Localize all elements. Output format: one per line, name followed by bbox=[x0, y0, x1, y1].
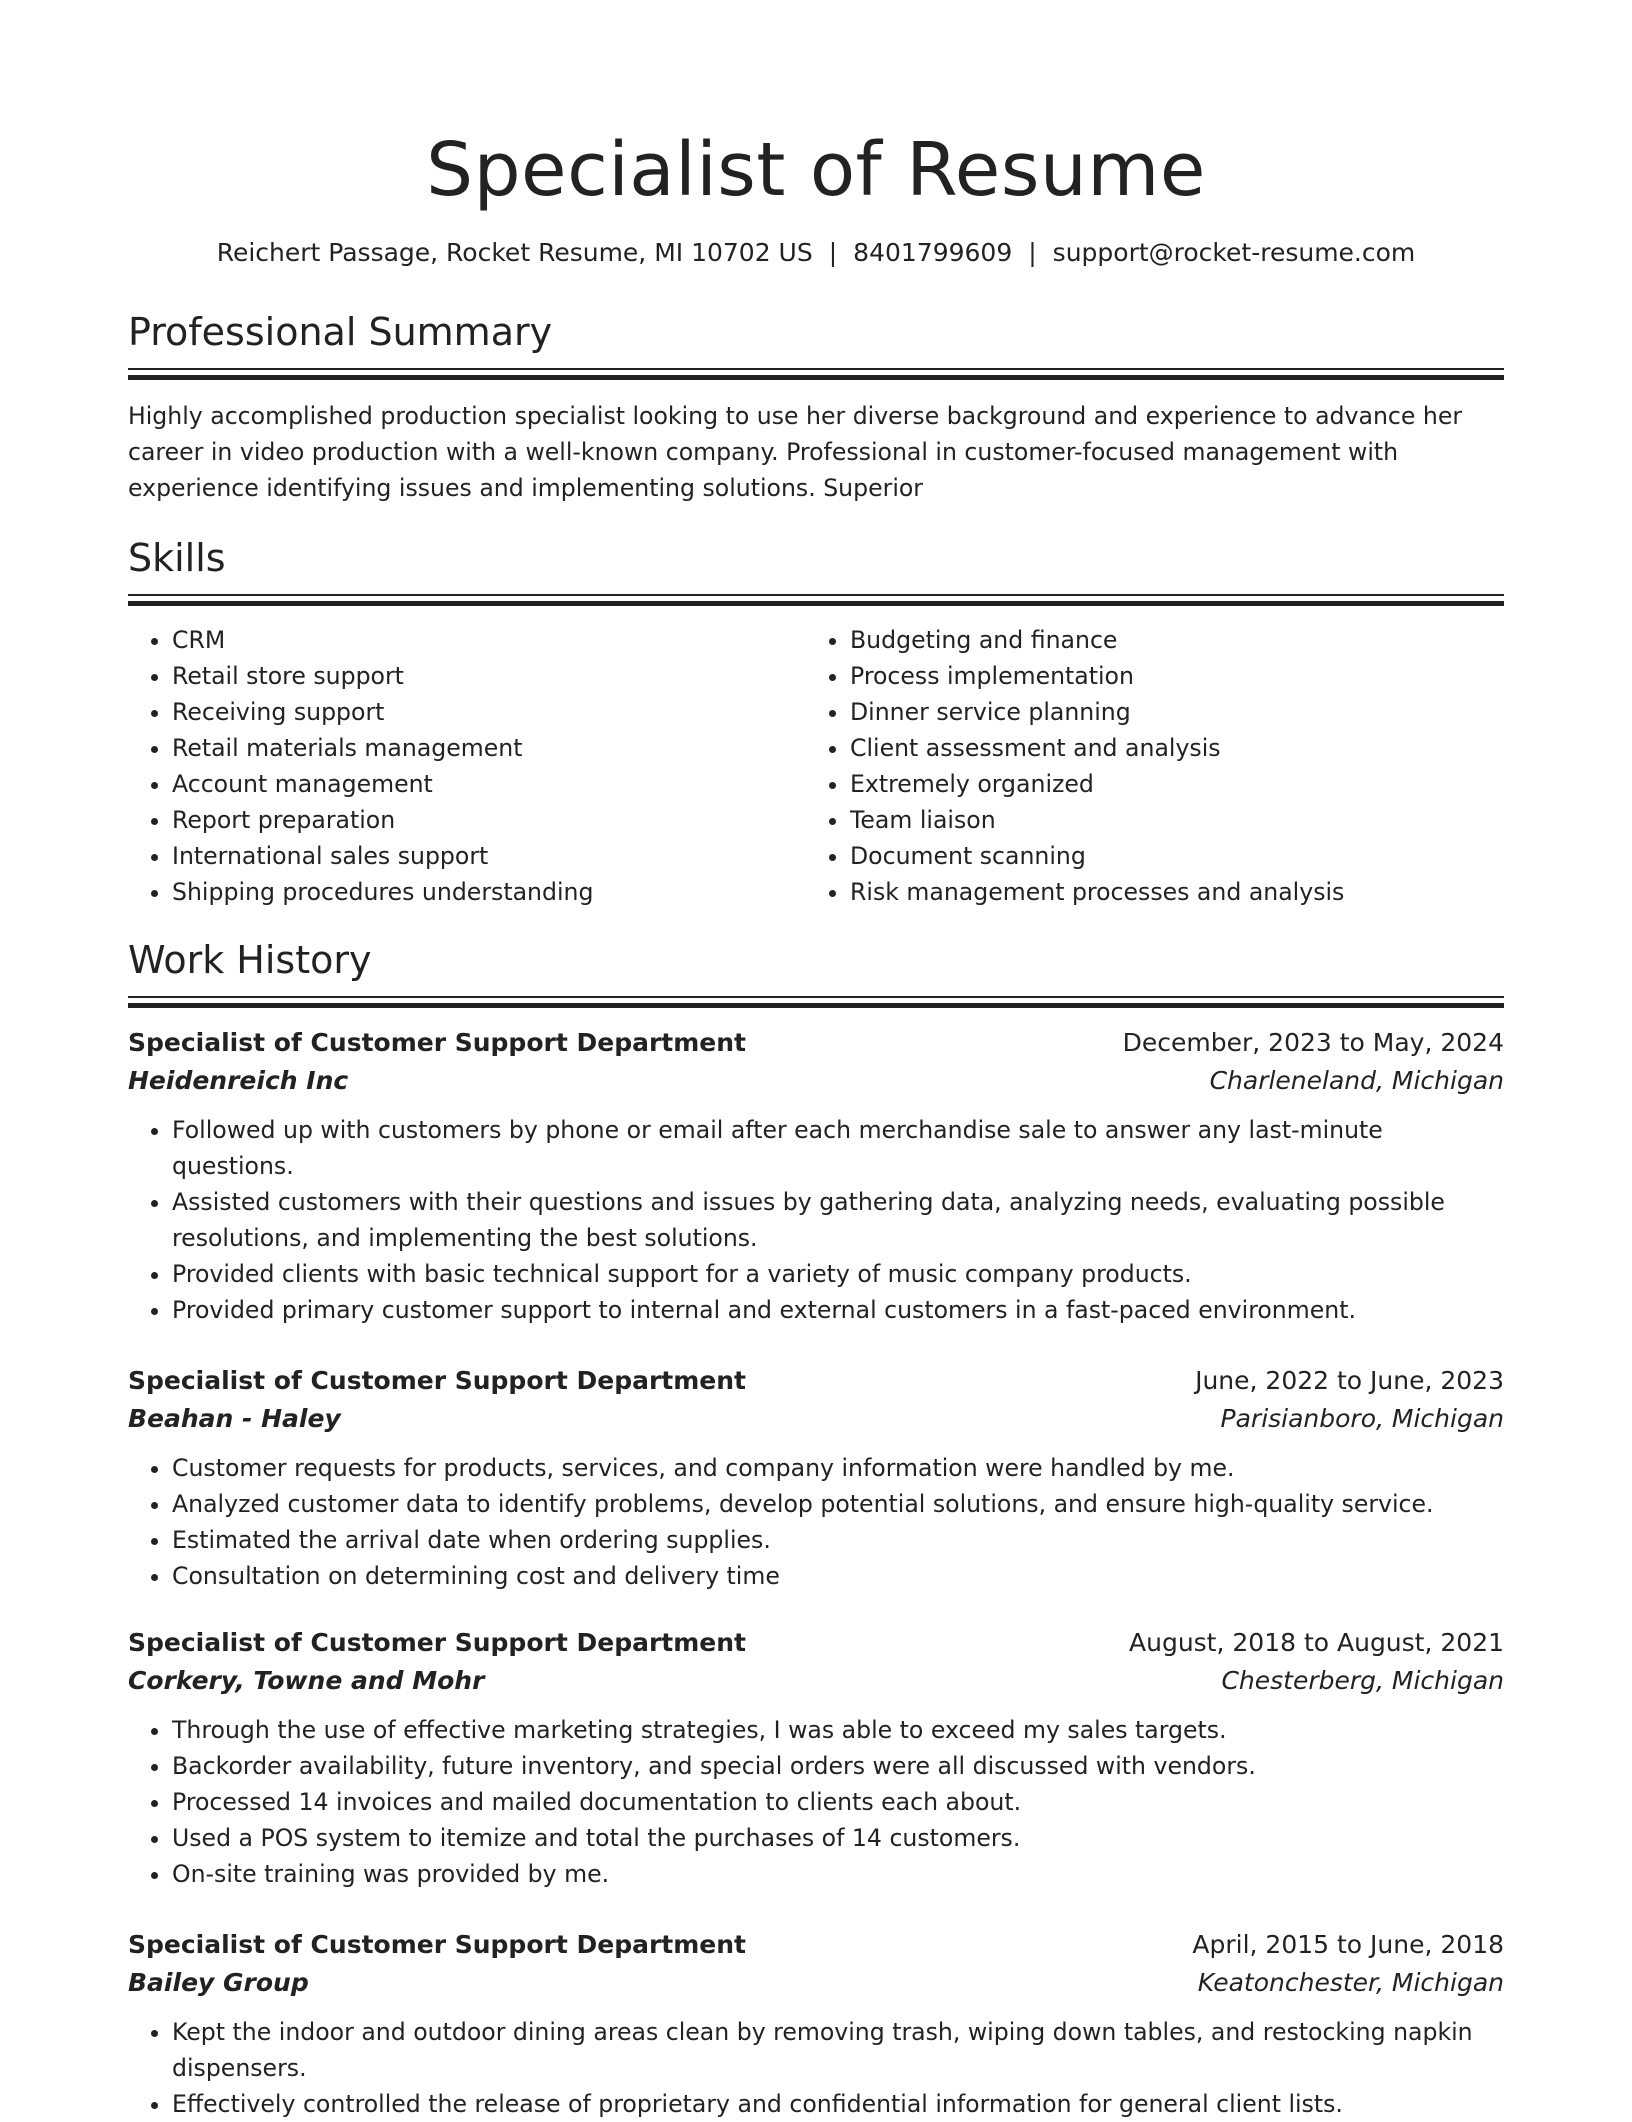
skill-item: • Budgeting and finance bbox=[850, 622, 1504, 658]
skill-item: • Retail store support bbox=[172, 658, 806, 694]
job-location: Parisianboro, Michigan bbox=[1220, 1404, 1504, 1433]
job-bullet: • On-site training was provided by me. bbox=[172, 1856, 1504, 1892]
job-header-row bbox=[128, 1624, 1504, 1662]
job-dates: December, 2023 to May, 2024 bbox=[1122, 1028, 1504, 1057]
skill-item: • Document scanning bbox=[850, 838, 1504, 874]
skill-item: • Risk management processes and analysis bbox=[850, 874, 1504, 910]
job-bullet: • Kept the indoor and outdoor dining areas clean by removing trash, wiping down tables, and restocking napkin dispensers. bbox=[172, 2014, 1504, 2086]
contact-email: support@rocket-resume.com bbox=[1052, 238, 1416, 267]
job-bullet: • Used a POS system to itemize and total the purchases of 14 customers. bbox=[172, 1820, 1504, 1856]
skills-list-right bbox=[806, 622, 1504, 910]
summary-section bbox=[128, 308, 1504, 506]
contact-separator: | bbox=[828, 238, 838, 267]
job-bullet: • Provided primary customer support to internal and external customers in a fast-paced environment. bbox=[172, 1292, 1504, 1328]
job-company: Corkery, Towne and Mohr bbox=[128, 1666, 485, 1695]
job-bullet: • Backorder availability, future inventory, and special orders were all discussed with vendors. bbox=[172, 1748, 1504, 1784]
skill-item: • Dinner service planning bbox=[850, 694, 1504, 730]
job-title: Specialist of Customer Support Department bbox=[128, 1366, 746, 1395]
job-title: Specialist of Customer Support Department bbox=[128, 1628, 746, 1657]
skill-item: • Process implementation bbox=[850, 658, 1504, 694]
skill-item: • Account management bbox=[172, 766, 806, 802]
job-bullet: • Assisted customers with their questions and issues by gathering data, analyzing needs, evaluating possible resolutions, and implementing the best solutions. bbox=[172, 1184, 1504, 1256]
job-company-row bbox=[128, 1662, 1504, 1700]
work-history-section bbox=[128, 936, 1504, 2122]
job-bullets bbox=[128, 1450, 1504, 1594]
job-entry bbox=[128, 1362, 1504, 1594]
skills-column-left bbox=[128, 622, 806, 910]
job-bullet: • Effectively controlled the release of proprietary and confidential information for general client lists. bbox=[172, 2086, 1504, 2122]
section-divider bbox=[128, 594, 1504, 596]
contact-line bbox=[128, 236, 1504, 270]
contact-separator: | bbox=[1028, 238, 1037, 267]
job-location: Chesterberg, Michigan bbox=[1221, 1666, 1504, 1695]
job-bullets bbox=[128, 2014, 1504, 2122]
section-divider bbox=[128, 601, 1504, 606]
job-company: Beahan - Haley bbox=[128, 1404, 341, 1433]
job-bullet: • Provided clients with basic technical support for a variety of music company products. bbox=[172, 1256, 1504, 1292]
job-entry bbox=[128, 1624, 1504, 1892]
resume-page bbox=[128, 0, 1504, 2122]
skill-item: • Shipping procedures understanding bbox=[172, 874, 806, 910]
skill-item: • Receiving support bbox=[172, 694, 806, 730]
job-bullet: • Through the use of effective marketing strategies, I was able to exceed my sales targets. bbox=[172, 1712, 1504, 1748]
job-dates: August, 2018 to August, 2021 bbox=[1129, 1628, 1504, 1657]
job-company: Bailey Group bbox=[128, 1968, 309, 1997]
skill-item: • Client assessment and analysis bbox=[850, 730, 1504, 766]
job-bullet: • Analyzed customer data to identify problems, develop potential solutions, and ensure high-quality service. bbox=[172, 1486, 1504, 1522]
summary-text: Highly accomplished production specialist looking to use her diverse background and experience to advance her career in video production with a well-known company. Professional in customer-focused management with experience identifying issues and implementing solutions. Superior bbox=[128, 402, 1463, 502]
job-entry bbox=[128, 1024, 1504, 1328]
job-bullets bbox=[128, 1712, 1504, 1892]
job-bullets bbox=[128, 1112, 1504, 1328]
skill-item: • Extremely organized bbox=[850, 766, 1504, 802]
job-entry bbox=[128, 1926, 1504, 2122]
job-dates: June, 2022 to June, 2023 bbox=[1195, 1366, 1504, 1395]
job-company: Heidenreich Inc bbox=[128, 1066, 349, 1095]
section-divider bbox=[128, 1003, 1504, 1008]
section-title-work-history: Work History bbox=[128, 938, 372, 982]
section-divider bbox=[128, 368, 1504, 370]
job-company-row bbox=[128, 1062, 1504, 1100]
job-title: Specialist of Customer Support Department bbox=[128, 1930, 746, 1959]
job-header-row bbox=[128, 1024, 1504, 1062]
job-bullet: • Customer requests for products, services, and company information were handled by me. bbox=[172, 1450, 1504, 1486]
contact-address: Reichert Passage, Rocket Resume, MI 10702 US bbox=[216, 238, 813, 267]
job-bullet: • Consultation on determining cost and delivery time bbox=[172, 1558, 1504, 1594]
skills-list-left bbox=[128, 622, 806, 910]
skills-column-right bbox=[806, 622, 1504, 910]
job-location: Keatonchester, Michigan bbox=[1197, 1968, 1504, 1997]
skill-item: • International sales support bbox=[172, 838, 806, 874]
skill-item: • CRM bbox=[172, 622, 806, 658]
job-company-row bbox=[128, 1400, 1504, 1438]
skills-section bbox=[128, 534, 1504, 910]
contact-phone: 8401799609 bbox=[853, 238, 1013, 267]
section-divider bbox=[128, 375, 1504, 380]
skill-item: • Retail materials management bbox=[172, 730, 806, 766]
resume-name: Specialist of Resume bbox=[426, 127, 1206, 213]
job-bullet: • Followed up with customers by phone or email after each merchandise sale to answer any last-minute questions. bbox=[172, 1112, 1504, 1184]
skills-columns bbox=[128, 622, 1504, 910]
job-company-row bbox=[128, 1964, 1504, 2002]
job-dates: April, 2015 to June, 2018 bbox=[1192, 1930, 1504, 1959]
job-title: Specialist of Customer Support Department bbox=[128, 1028, 746, 1057]
section-title-skills: Skills bbox=[128, 536, 226, 580]
job-bullet: • Processed 14 invoices and mailed documentation to clients each about. bbox=[172, 1784, 1504, 1820]
job-bullet: • Estimated the arrival date when ordering supplies. bbox=[172, 1522, 1504, 1558]
job-header-row bbox=[128, 1362, 1504, 1400]
job-header-row bbox=[128, 1926, 1504, 1964]
section-divider bbox=[128, 996, 1504, 998]
skill-item: • Report preparation bbox=[172, 802, 806, 838]
section-title-summary: Professional Summary bbox=[128, 310, 553, 354]
skill-item: • Team liaison bbox=[850, 802, 1504, 838]
job-location: Charleneland, Michigan bbox=[1209, 1066, 1504, 1095]
